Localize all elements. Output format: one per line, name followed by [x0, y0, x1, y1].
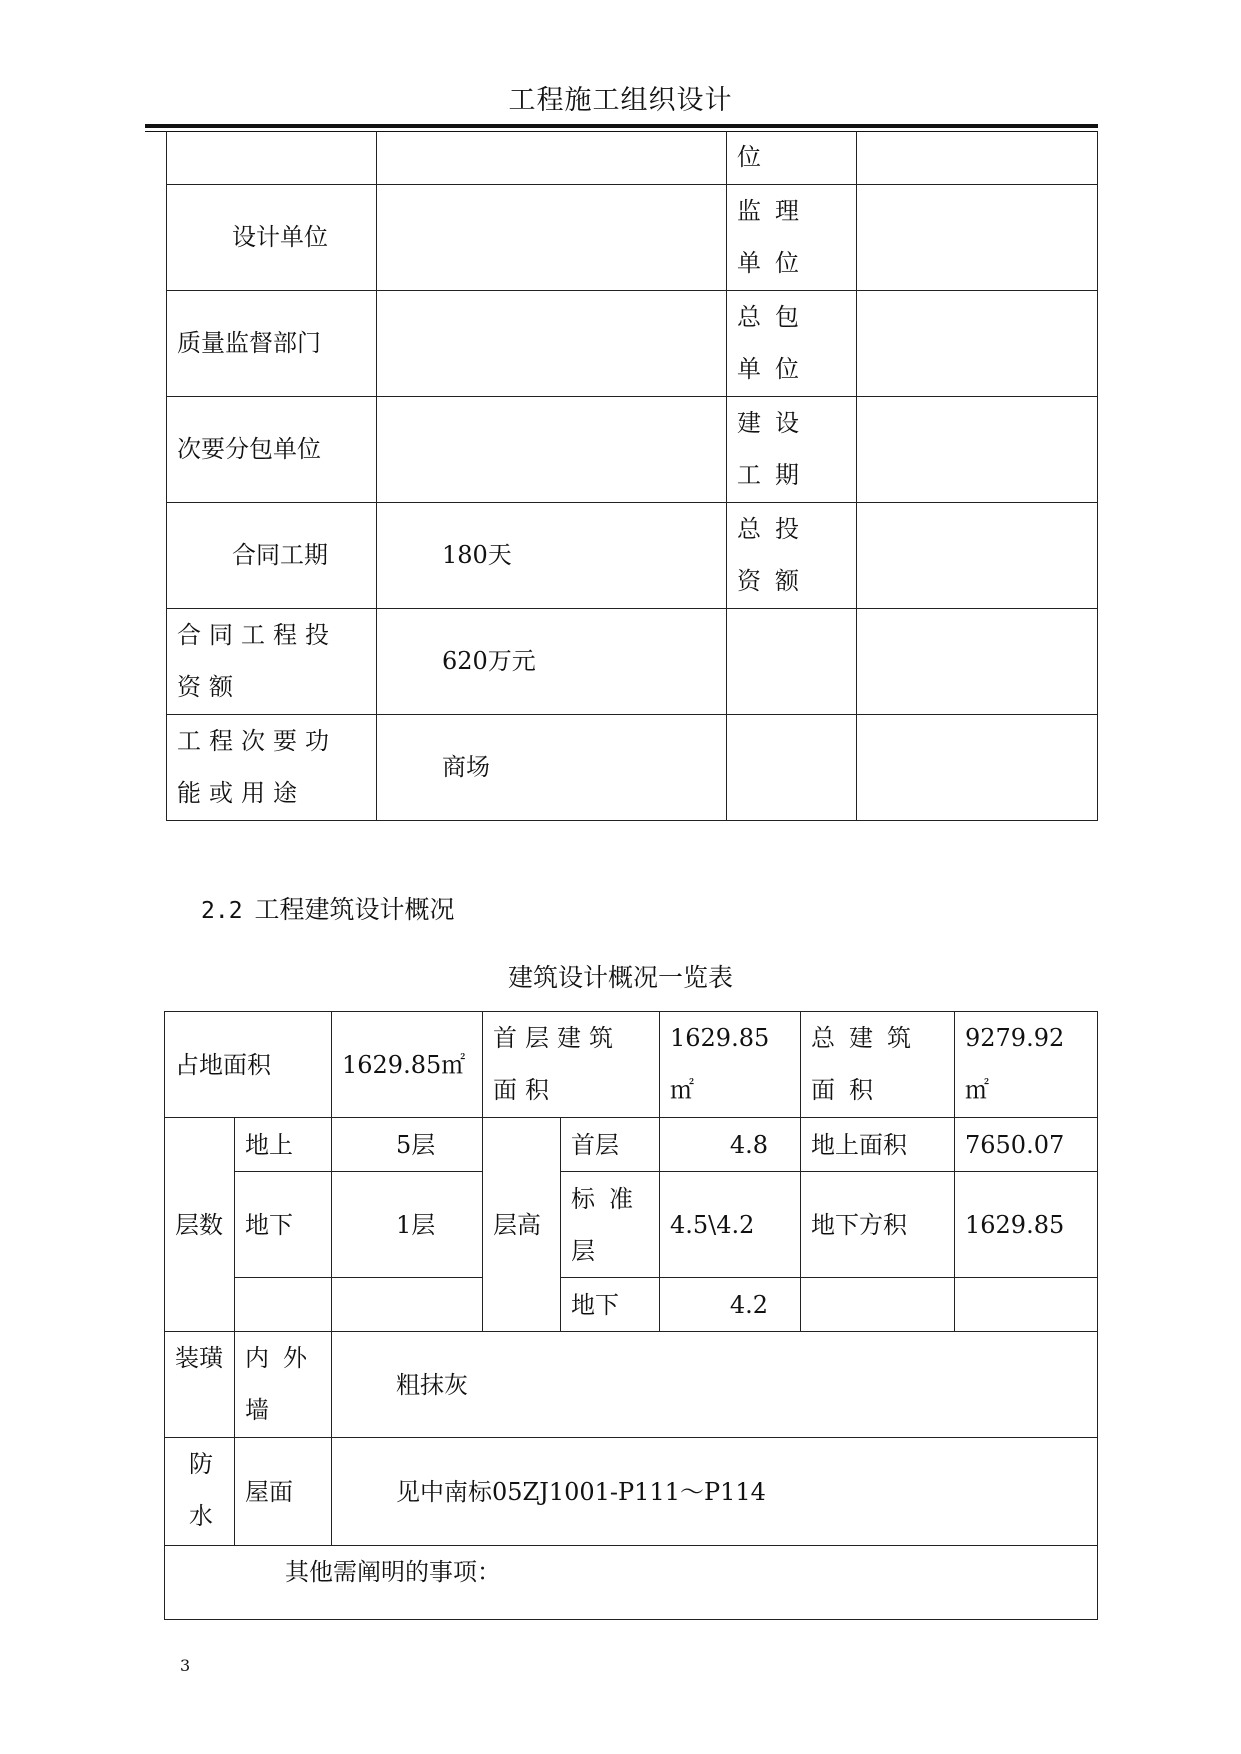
table-caption: 建筑设计概况一览表	[507, 963, 733, 992]
info-label: 设计单位	[167, 184, 377, 290]
table-row	[167, 608, 1098, 714]
table-row	[165, 1546, 1098, 1620]
land-area-label: 占地面积	[165, 1012, 332, 1118]
other-notes-label: 其他需阐明的事项：	[165, 1546, 1098, 1620]
info-label: 工程次要功能或用途	[167, 714, 377, 820]
page-number: 3	[180, 1656, 191, 1675]
info-value-2	[857, 502, 1098, 608]
table-row	[167, 131, 1098, 184]
total-area-value: 9279.92㎡	[955, 1012, 1098, 1118]
empty-cell	[955, 1278, 1098, 1332]
basement-height-label: 地下	[561, 1278, 660, 1332]
table-row	[165, 1278, 1098, 1332]
basement-height-value: 4.2	[660, 1278, 801, 1332]
info-value	[377, 396, 727, 502]
table-row	[165, 1012, 1098, 1118]
first-floor-area-value: 1629.85㎡	[660, 1012, 801, 1118]
above-value: 5层	[332, 1118, 483, 1172]
table-row	[165, 1332, 1098, 1438]
first-height-value: 4.8	[660, 1118, 801, 1172]
info-value-2	[857, 184, 1098, 290]
decoration-label: 装璜	[165, 1332, 235, 1438]
roof-label: 屋面	[235, 1438, 332, 1546]
above-label: 地上	[235, 1118, 332, 1172]
table-row	[165, 1118, 1098, 1172]
roof-value: 见中南标05ZJ1001-P111～P114	[332, 1438, 1098, 1546]
info-value-2	[857, 714, 1098, 820]
table-row	[165, 1172, 1098, 1278]
std-height-value: 4.5\4.2	[660, 1172, 801, 1278]
info-label-2: 位	[727, 131, 857, 184]
table-row	[167, 714, 1098, 820]
building-design-table	[164, 1011, 1098, 1620]
page-header-title: 工程施工组织设计	[508, 85, 733, 116]
header-rule-thick	[145, 124, 1098, 128]
empty-cell	[235, 1278, 332, 1332]
section-title: 工程建筑设计概况	[254, 895, 455, 924]
info-value	[377, 290, 727, 396]
info-label-2	[727, 608, 857, 714]
total-area-label: 总建筑面积	[801, 1012, 955, 1118]
first-height-label: 首层	[561, 1118, 660, 1172]
below-label: 地下	[235, 1172, 332, 1278]
below-volume-value: 1629.85	[955, 1172, 1098, 1278]
height-label: 层高	[483, 1118, 561, 1332]
waterproof-label: 防水	[165, 1438, 235, 1546]
wall-value: 粗抹灰	[332, 1332, 1098, 1438]
table-row	[167, 184, 1098, 290]
land-area-value: 1629.85㎡	[332, 1012, 483, 1118]
info-label-2: 建设工期	[727, 396, 857, 502]
first-floor-area-label: 首层建筑面积	[483, 1012, 660, 1118]
info-value-2	[857, 131, 1098, 184]
empty-cell	[332, 1278, 483, 1332]
info-label-2	[727, 714, 857, 820]
info-label: 合同工程投资额	[167, 608, 377, 714]
section-number: 2.2	[201, 898, 243, 924]
above-area-label: 地上面积	[801, 1118, 955, 1172]
info-value	[377, 131, 727, 184]
info-label-2: 监理单位	[727, 184, 857, 290]
info-value-2	[857, 608, 1098, 714]
below-volume-label: 地下方积	[801, 1172, 955, 1278]
info-label	[167, 131, 377, 184]
info-value: 620万元	[377, 608, 727, 714]
info-value: 180天	[377, 502, 727, 608]
table-row	[165, 1438, 1098, 1546]
info-label: 质量监督部门	[167, 290, 377, 396]
info-label: 合同工期	[167, 502, 377, 608]
info-value	[377, 184, 727, 290]
empty-cell	[801, 1278, 955, 1332]
section-heading	[201, 890, 455, 926]
info-value-2	[857, 396, 1098, 502]
below-value: 1层	[332, 1172, 483, 1278]
table-row	[167, 502, 1098, 608]
std-height-label: 标准层	[561, 1172, 660, 1278]
info-value-2	[857, 290, 1098, 396]
info-label-2: 总投资额	[727, 502, 857, 608]
wall-label: 内外墙	[235, 1332, 332, 1438]
table-row	[167, 290, 1098, 396]
info-value: 商场	[377, 714, 727, 820]
info-label: 次要分包单位	[167, 396, 377, 502]
above-area-value: 7650.07	[955, 1118, 1098, 1172]
table-row	[167, 396, 1098, 502]
floors-label: 层数	[165, 1118, 235, 1332]
project-info-table	[166, 131, 1098, 821]
info-label-2: 总包单位	[727, 290, 857, 396]
